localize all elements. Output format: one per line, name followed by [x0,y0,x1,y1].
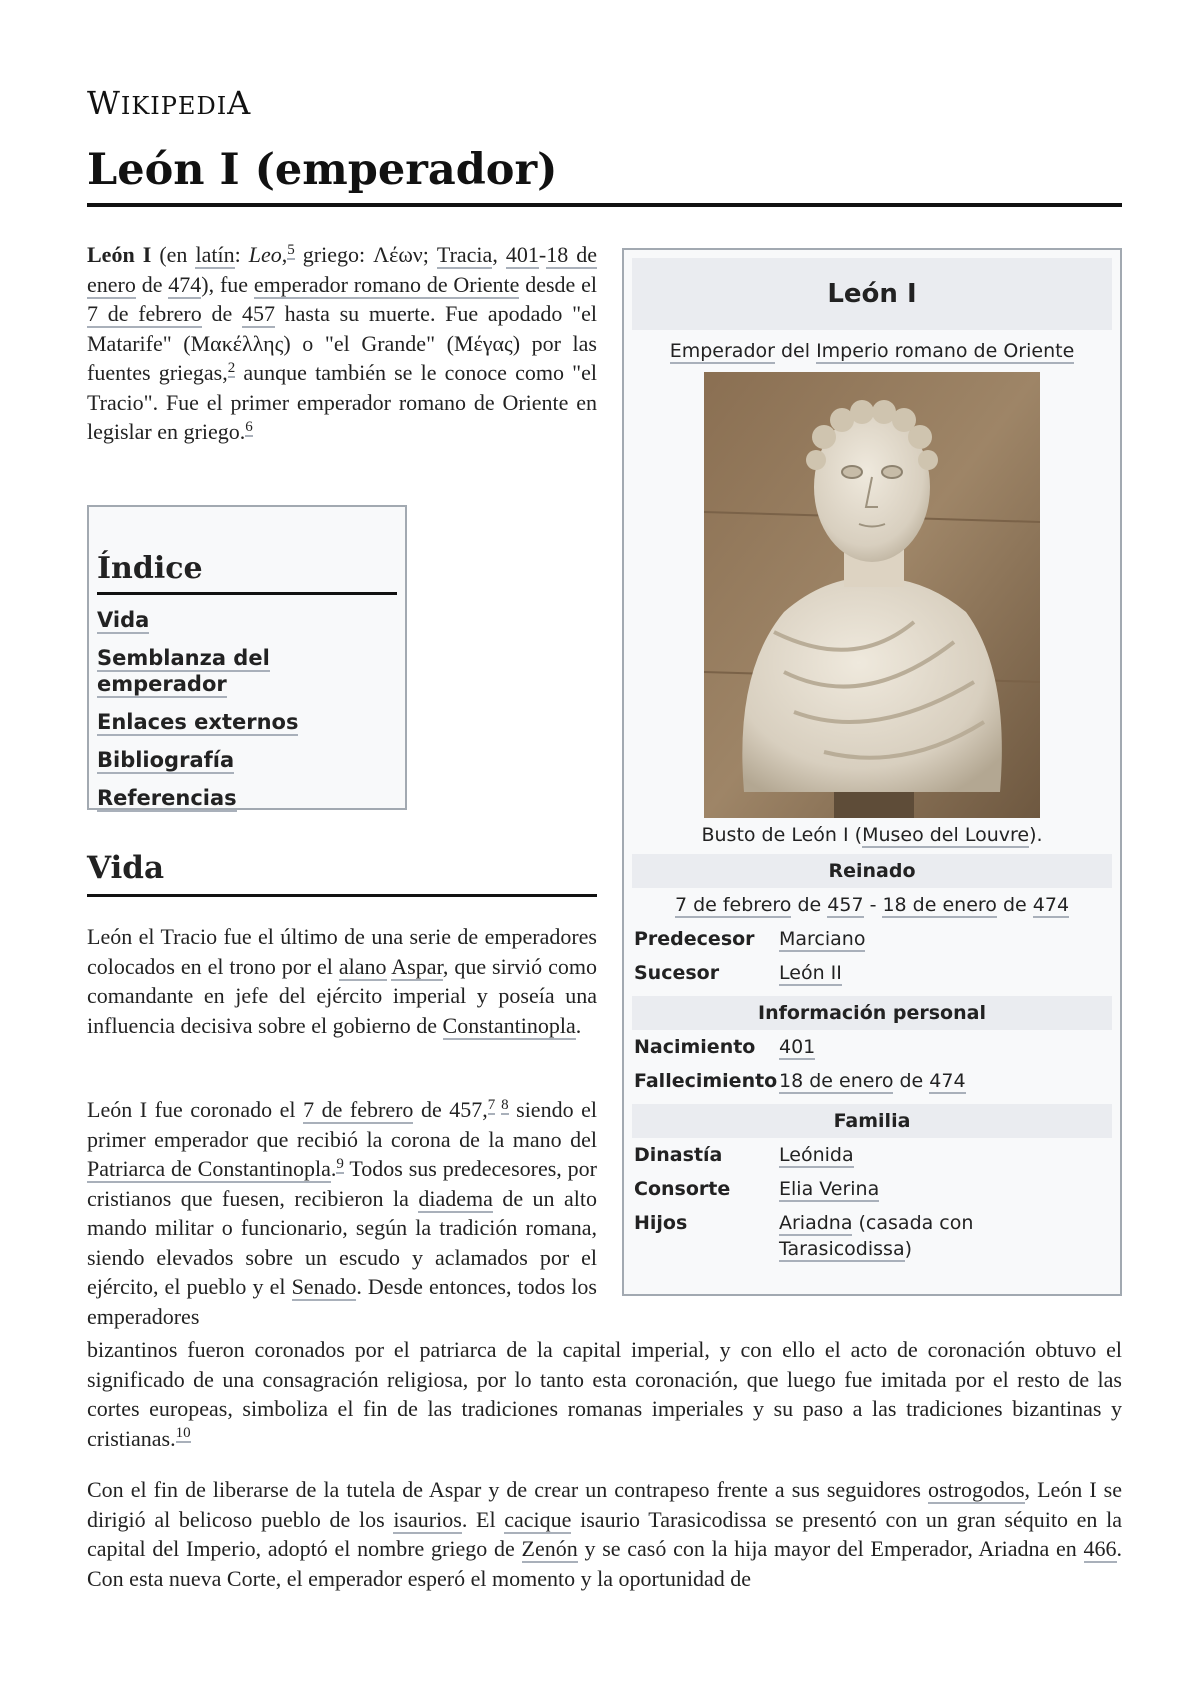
link-constantinopla[interactable]: Constantinopla [442,1012,576,1038]
link-tarasicodissa[interactable]: Tarasicodissa [779,1238,905,1260]
ref-2[interactable]: 2 [227,359,236,376]
infobox-header-personal: Información personal [632,996,1112,1030]
toc-item-bibliografia[interactable]: Bibliografía [97,748,235,772]
toc-item-enlaces[interactable]: Enlaces externos [97,710,299,734]
link-zenon[interactable]: Zenón [521,1536,578,1561]
infobox-header-familia: Familia [632,1104,1112,1138]
link-401[interactable]: 401 [505,242,539,267]
row-fallecimiento: Fallecimiento 18 de enero de 474 [634,1070,966,1092]
link-18-enero[interactable]: 18 de enero [87,242,597,297]
latin-name: Leo [248,242,282,267]
ref-7[interactable]: 7 [487,1096,496,1113]
label-nacimiento: Nacimiento [634,1036,756,1058]
link-tracia[interactable]: Tracia [436,242,493,267]
ref-8[interactable]: 8 [501,1096,509,1113]
link-474[interactable]: 474 [168,271,202,297]
ref-9[interactable]: 9 [336,1155,344,1172]
link-isaurios[interactable]: isaurios [393,1506,462,1532]
bust-image[interactable] [704,372,1040,818]
link-reinado-start-date[interactable]: 7 de febrero [674,894,792,916]
wordmark-a: A [227,84,252,122]
link-457[interactable]: 457 [241,301,275,326]
link-latin[interactable]: latín [195,242,235,267]
vida-paragraph-2: León I fue coronado el 7 de febrero de 457,$^{7 8}$ siendo el primer emperador que recibió la corona de la mano del Patriarca de Constantinopla.$^9$ Todos sus predecesores, por cristianos que fuesen, recibieron la diadema de un alto mando militar o funcionario, según la tradición romana, siendo elevados sobre un escudo y aclamados por el ejército, el pueblo y el Senado. Desde entonces, todos los emperadores [87,1096,597,1329]
toc-item-semblanza[interactable]: Semblanza del emperador [97,646,270,696]
toc-item-referencias[interactable]: Referencias [97,786,237,810]
link-emperador-romano-oriente[interactable]: emperador romano de Oriente [253,271,520,297]
link-museo-louvre[interactable]: Museo del Louvre [862,824,1030,846]
row-dinastia [632,1138,1112,1172]
bold-name: León I [87,242,152,267]
link-ostrogodos[interactable]: ostrogodos [927,1477,1025,1502]
ref-5[interactable]: 5 [287,241,295,258]
label-consorte: Consorte [634,1178,731,1200]
link-elia-verina[interactable]: Elia Verina [779,1178,880,1200]
link-reinado-end-date[interactable]: 18 de enero [882,894,997,916]
infobox [622,248,1122,1296]
intro-paragraph: León I (en latín: Leo,$^5$ griego: Λέων; Tracia, 401-18 de enero de 474), fue emperador romano de Oriente desde el 7 de febrero de 457 hasta su muerte. Fue apodado "el Matarife" (Μακέλλης) o "el Grande" (Μέγας) por las fuentes griegas,$^2$ aunque también se le conoce como "el Tracio". Fue el primer emperador romano de Oriente en legislar en griego.$^6$ [87,241,598,444]
link-aspar[interactable]: Aspar [391,953,443,979]
link-7-febrero[interactable]: 7 de febrero [87,301,202,326]
link-emperador[interactable]: Emperador [669,340,775,362]
vida-paragraph-3: Con el fin de liberarse de la tutela de Aspar y de crear un contrapeso frente a sus seguidores ostrogodos, León I se dirigió al belicoso pueblo de los isaurios. El cacique isaurio Tarasicodissa se presentó con un gran séquito en la capital del Imperio, adoptó el nombre griego de Zenón y se casó con la hija mayor del Emperador, Ariadna en 466. Con esta nueva Corte, el emperador esperó el momento y la oportunidad de [87,1477,1123,1591]
label-hijos: Hijos [634,1212,688,1234]
row-sucesor [632,956,1112,990]
label-sucesor: Sucesor [634,962,720,984]
row-nacimiento [632,1030,1112,1064]
link-diadema[interactable]: diadema [418,1185,493,1211]
link-reinado-start-year[interactable]: 457 [827,894,864,916]
infobox-header-reinado: Reinado [632,854,1112,888]
vida-paragraph-2-continued: bizantinos fueron coronados por el patriarca de la capital imperial, y con ello el acto de coronación obtuvo el significado de una consagración religiosa, por lo tanto esta coronación, que luego fue imitada por el resto de las cortes europeas, simboliza el fin de las tradiciones romanas imperiales y su paso a las tradiciones bizantinas y cristianas.$^{10}$ [87,1337,1122,1451]
wikipedia-wordmark[interactable] [87,84,251,122]
link-patriarca[interactable]: Patriarca de Constantinopla [87,1156,331,1181]
link-466[interactable]: 466 [1083,1536,1117,1561]
ref-10[interactable]: 10 [175,1425,191,1442]
label-predecesor: Predecesor [634,928,755,950]
table-of-contents [87,505,407,810]
row-predecesor [632,922,1112,956]
link-nacimiento-401[interactable]: 401 [779,1036,816,1058]
link-fallecimiento-year[interactable]: 474 [929,1070,966,1092]
vida-paragraph-1: León el Tracio fue el último de una serie de emperadores colocados en el trono por el alano Aspar, que sirvió como comandante en jefe del ejército imperial y poseía una influencia decisiva sobre el gobierno de Constantinopla. [87,924,597,1038]
toc-title: Índice [97,551,397,595]
label-fallecimiento: Fallecimiento [634,1070,778,1092]
link-cacique[interactable]: cacique [504,1506,572,1532]
toc-item-vida[interactable]: Vida [97,608,150,632]
row-hijos: Hijos Ariadna (casada con Tarasicodissa) [634,1212,974,1260]
page-title: León I (emperador) [87,145,1122,207]
link-fallecimiento-date[interactable]: 18 de enero [779,1070,894,1092]
link-7-febrero-2[interactable]: 7 de febrero [303,1097,414,1122]
link-imperio-romano-oriente[interactable]: Imperio romano de Oriente [816,340,1075,362]
row-consorte [632,1172,1112,1206]
link-leon-ii[interactable]: León II [779,962,842,984]
ref-6[interactable]: 6 [245,418,253,435]
label-dinastia: Dinastía [634,1144,723,1166]
section-heading-vida: Vida [87,850,597,897]
wordmark-w: W [87,84,121,122]
link-reinado-end-year[interactable]: 474 [1032,894,1070,916]
infobox-subtitle: Emperador del Imperio romano de Oriente [669,340,1075,362]
link-marciano[interactable]: Marciano [779,928,866,950]
image-caption: Busto de León I (Museo del Louvre). [701,824,1043,846]
wordmark-rest: IKIPEDI [120,92,228,120]
link-senado[interactable]: Senado [291,1274,357,1299]
link-alano[interactable]: alano [338,953,387,979]
reinado-dates: 7 de febrero de 457 - 18 de enero de 474 [674,894,1070,916]
link-leonida[interactable]: Leónida [779,1144,854,1166]
infobox-title: León I [632,258,1112,330]
link-ariadna[interactable]: Ariadna [779,1212,853,1234]
